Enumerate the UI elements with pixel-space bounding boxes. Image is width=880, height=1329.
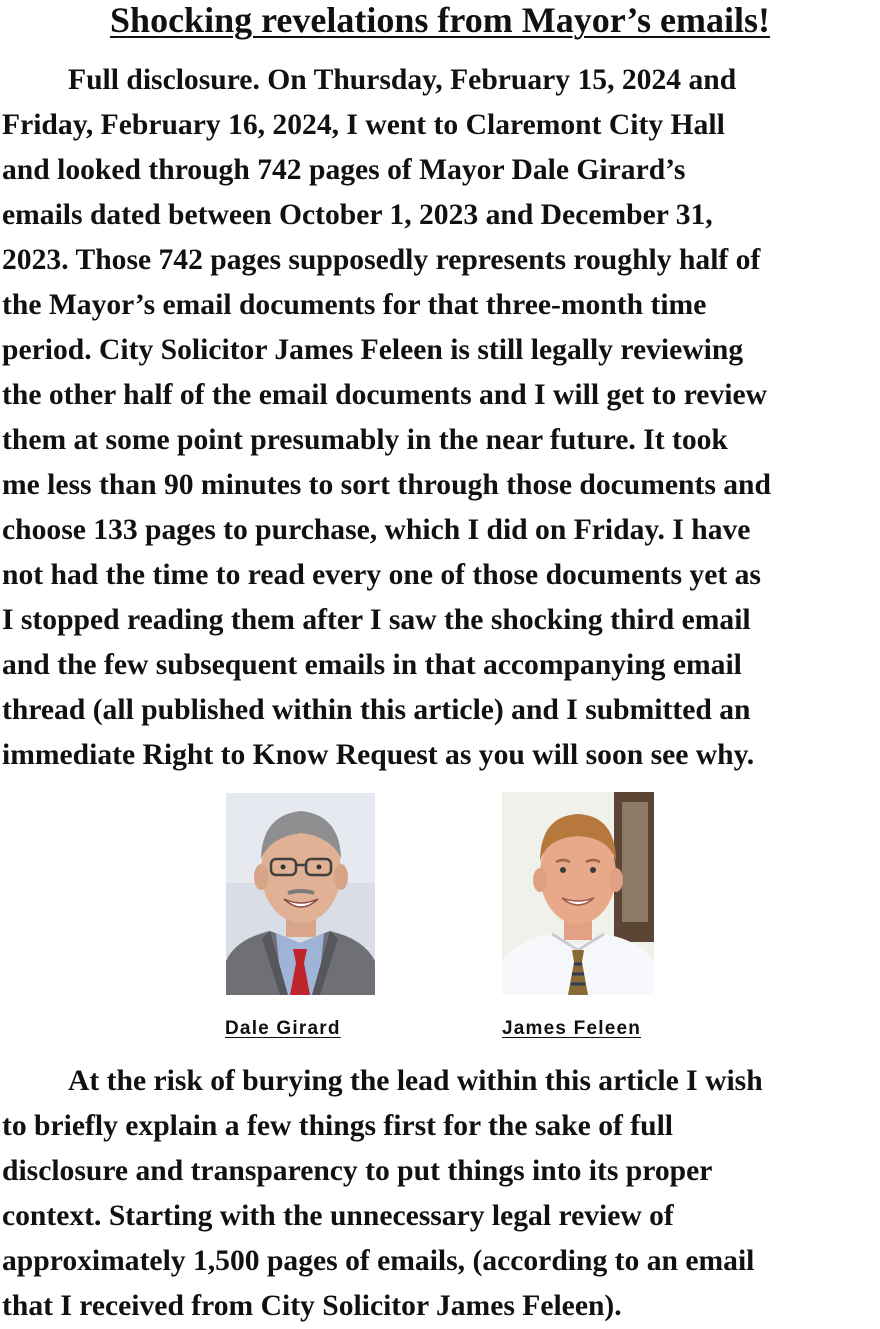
article-headline: Shocking revelations from Mayor’s emails! (110, 0, 770, 40)
paragraph-line: immediate Right to Know Request as you will soon see why. (2, 739, 755, 771)
paragraph-line: context. Starting with the unnecessary legal review of (2, 1200, 674, 1232)
article-paragraph-1 (2, 58, 876, 778)
paragraph-line: Full disclosure. On Thursday, February 15, 2024 and (68, 64, 737, 96)
article-paragraph-2 (2, 1059, 876, 1329)
dale-girard-photo (226, 793, 375, 995)
james-feleen-portrait-image (502, 792, 654, 995)
paragraph-line: I stopped reading them after I saw the shocking third email (2, 604, 751, 636)
paragraph-line: and looked through 742 pages of Mayor Dale Girard’s (2, 154, 686, 186)
dale-girard-caption: Dale Girard (225, 1018, 341, 1039)
paragraph-line: approximately 1,500 pages of emails, (according to an email (2, 1245, 755, 1277)
paragraph-line: period. City Solicitor James Feleen is still legally reviewing (2, 334, 744, 366)
paragraph-line: and the few subsequent emails in that accompanying email (2, 649, 742, 681)
paragraph-line: to briefly explain a few things first for the sake of full (2, 1110, 674, 1142)
paragraph-line: disclosure and transparency to put things into its proper (2, 1155, 713, 1187)
paragraph-line: not had the time to read every one of those documents yet as (2, 559, 761, 591)
paragraph-line: Friday, February 16, 2024, I went to Claremont City Hall (2, 109, 725, 141)
dale-girard-portrait-image (226, 793, 375, 995)
paragraph-line: me less than 90 minutes to sort through those documents and (2, 469, 771, 501)
paragraph-line: that I received from City Solicitor James Feleen). (2, 1290, 622, 1322)
paragraph-line: choose 133 pages to purchase, which I did on Friday. I have (2, 514, 751, 546)
paragraph-line: At the risk of burying the lead within this article I wish (68, 1065, 763, 1097)
james-feleen-caption: James Feleen (502, 1018, 642, 1039)
paragraph-line: the other half of the email documents and I will get to review (2, 379, 767, 411)
paragraph-line: thread (all published within this article) and I submitted an (2, 694, 751, 726)
paragraph-line: them at some point presumably in the near future. It took (2, 424, 728, 456)
paragraph-line: 2023. Those 742 pages supposedly represents roughly half of (2, 244, 761, 276)
paragraph-line: emails dated between October 1, 2023 and December 31, (2, 199, 713, 231)
paragraph-line: the Mayor’s email documents for that three-month time (2, 289, 707, 321)
james-feleen-photo (502, 792, 654, 995)
